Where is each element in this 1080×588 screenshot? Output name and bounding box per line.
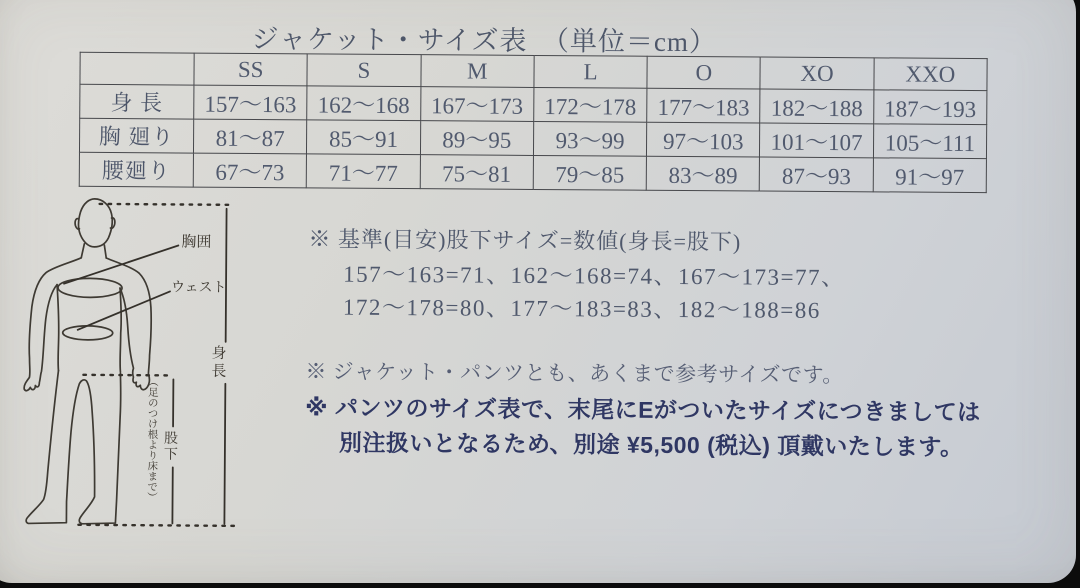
cell-chest-ss: 81〜87 [193, 119, 307, 154]
note-surcharge-line2: 別注扱いとなるため、別途 ¥5,500 (税込) 頂戴いたします。 [338, 429, 964, 460]
cell-height-s: 162〜168 [307, 86, 421, 121]
crotch-dashed-line [83, 375, 167, 376]
row-label-waist: 腰廻り [79, 152, 193, 187]
cell-height-xxo: 187〜193 [873, 90, 987, 125]
cell-height-o: 177〜183 [647, 88, 761, 123]
figure-head [75, 199, 115, 258]
table-row-waist [79, 152, 986, 192]
cell-chest-xo: 101〜107 [760, 123, 874, 158]
cell-height-l: 172〜178 [534, 87, 648, 122]
col-header-l: L [534, 55, 648, 88]
cell-waist-xxo: 91〜97 [873, 158, 987, 193]
table-row-height [80, 84, 987, 124]
inseam-note: （足のつけ根より床まで） [146, 376, 159, 503]
note-reference-size: ※ ジャケット・パンツとも、あくまで参考サイズです。 [305, 359, 844, 388]
cell-chest-m: 89〜95 [420, 121, 534, 156]
chest-ellipse [58, 278, 122, 297]
figure-arms-torso [24, 257, 152, 391]
height-label: 身長 [209, 344, 227, 381]
chest-leader-line [64, 245, 178, 285]
cell-waist-m: 75〜81 [420, 155, 534, 190]
col-header-ss: SS [194, 53, 308, 86]
cell-height-m: 167〜173 [420, 87, 534, 122]
cell-waist-s: 71〜77 [307, 154, 421, 189]
cell-waist-ss: 67〜73 [193, 153, 307, 188]
table-row-chest [79, 118, 986, 158]
cell-waist-l: 79〜85 [533, 155, 647, 190]
waist-ellipse [63, 326, 113, 340]
cell-chest-o: 97〜103 [647, 122, 761, 157]
waist-label: ウェスト [170, 278, 227, 295]
cell-waist-o: 83〜89 [646, 156, 760, 191]
row-label-chest: 胸 廻り [79, 118, 193, 153]
head-top-dashed-line [100, 204, 231, 205]
note-surcharge-line1: ※ パンツのサイズ表で、末尾にEがついたサイズにつきましては [305, 394, 981, 426]
corner-cell [80, 52, 194, 85]
inseam-label: 股下 [162, 430, 180, 463]
col-header-m: M [421, 55, 535, 88]
cell-height-xo: 182〜188 [760, 89, 874, 124]
col-header-s: S [307, 54, 421, 87]
note-inseam-rule-line3: 172〜178=80、177〜183=83、182〜188=86 [342, 294, 821, 323]
cell-waist-xo: 87〜93 [760, 157, 874, 192]
cell-chest-s: 85〜91 [307, 120, 421, 155]
document-title: ジャケット・サイズ表 （単位＝cm） [251, 23, 718, 58]
note-inseam-rule-line2: 157〜163=71、162〜168=74、167〜173=77、 [343, 261, 846, 291]
col-header-xo: XO [760, 57, 874, 90]
cell-chest-l: 93〜99 [533, 121, 647, 156]
row-label-height: 身 長 [80, 84, 194, 119]
cell-height-ss: 157〜163 [194, 85, 308, 120]
chest-label: 胸囲 [181, 233, 212, 251]
col-header-o: O [647, 56, 761, 89]
cell-chest-xxo: 105〜111 [873, 124, 987, 159]
note-inseam-rule-line1: ※ 基準(目安)股下サイズ=数値(身長=股下) [308, 226, 742, 255]
col-header-xxo: XXO [874, 58, 988, 91]
figure-legs [26, 370, 121, 524]
jacket-size-table [79, 52, 988, 193]
